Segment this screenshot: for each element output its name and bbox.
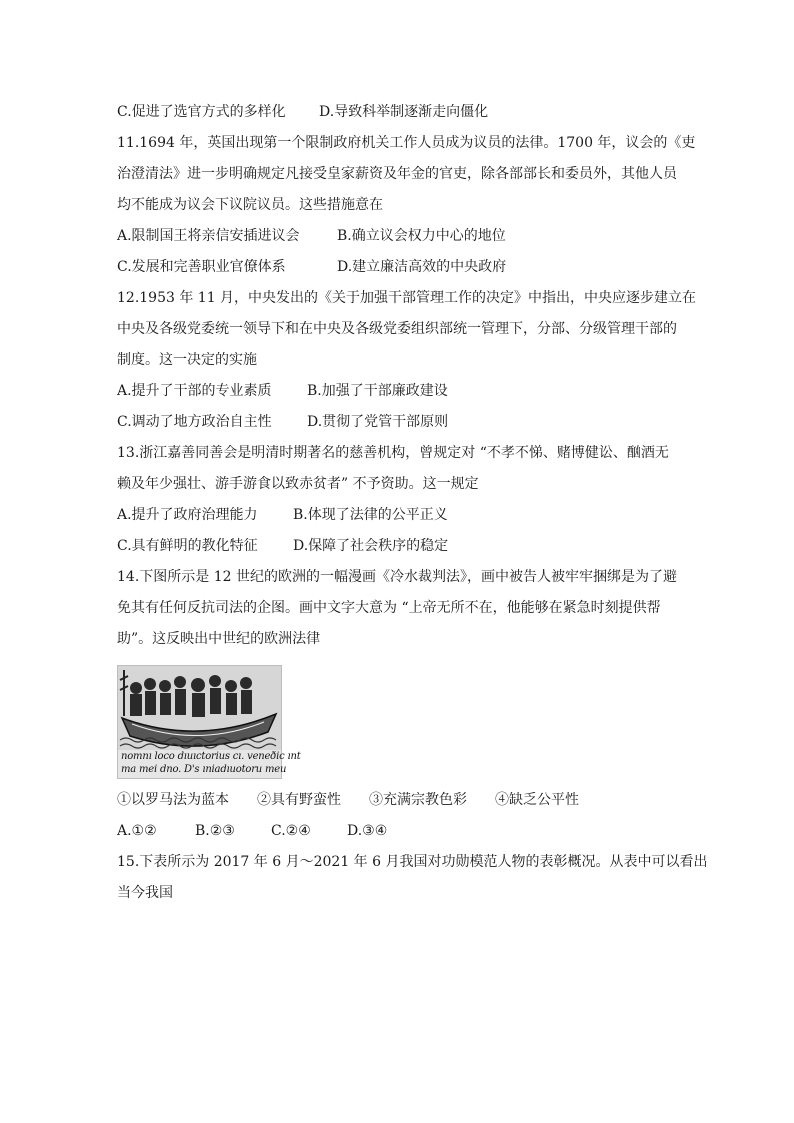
q14-option-c: C.②④ (271, 823, 311, 839)
q12-options-ab (117, 376, 677, 407)
q11-option-b: B.确立议会权力中心的地位 (337, 228, 506, 244)
illustration-caption-line2: ma mei dno. D's ıniadıuotoru meu (121, 764, 287, 775)
q14-option-a: A.①② (117, 823, 157, 839)
q12-option-b: B.加强了干部廉政建设 (307, 383, 448, 399)
q11-option-d: D.建立廉洁高效的中央政府 (337, 259, 507, 275)
q11-stem-line3: 均不能成为议会下议院议员。这些措施意在 (117, 197, 383, 213)
q13-option-b: B.体现了法律的公平正义 (293, 507, 448, 523)
q14-stem-line3: 助”。这反映出中世纪的欧洲法律 (117, 631, 321, 647)
q11-options-cd (117, 252, 677, 283)
q13-option-d: D.保障了社会秩序的稳定 (293, 538, 449, 554)
exam-page (117, 97, 708, 909)
q11-option-a: A.限制国王将亲信安插进议会 (117, 228, 300, 244)
q14-stem-line2: 免其有任何反抗司法的企图。画中文字大意为 “上帝无所不在，他能够在紧急时刻提供帮 (117, 600, 661, 616)
q15-stem-line1: 15.下表所示为 2017 年 6 月～2021 年 6 月我国对功勋模范人物的表彰概况。从表中可以看出 (117, 854, 708, 870)
q12-option-a: A.提升了干部的专业素质 (117, 383, 272, 399)
q13-options-cd (117, 531, 677, 562)
q14-stem-line1: 14.下图所示是 12 世纪的欧洲的一幅漫画《冷水裁判法》，画中被告人被牢牢捆绑是为了避 (117, 569, 677, 585)
q12-option-c: C.调动了地方政治自主性 (117, 414, 272, 430)
q12-options-cd (117, 407, 677, 438)
q12-stem-line3: 制度。这一决定的实施 (117, 352, 257, 368)
illustration-caption-line1: nomnı loco dıuıctorius cı. veneðic ınt (121, 751, 301, 762)
q12-stem-line2: 中央及各级党委统一领导下和在中央及各级党委组织部统一管理下，分部、分级管理干部的 (117, 321, 677, 337)
q10-option-d: D.导致科举制逐渐走向僵化 (319, 104, 489, 120)
q14-options (117, 816, 677, 847)
q13-stem-line1: 13.浙江嘉善同善会是明清时期著名的慈善机构，曾规定对 “不孝不悌、赌博健讼、酗酒无 (117, 445, 669, 461)
q11-options-ab (117, 221, 677, 252)
q10-options (117, 97, 677, 128)
q14-numbered-items: ①以罗马法为蓝本 ②具有野蛮性 ③充满宗教色彩 ④缺乏公平性 (117, 792, 579, 808)
q13-option-a: A.提升了政府治理能力 (117, 507, 258, 523)
q15-stem-line2: 当今我国 (117, 885, 173, 901)
q12-stem-line1: 12.1953 年 11 月，中央发出的《关于加强干部管理工作的决定》中指出，中央应逐步建立在 (117, 290, 697, 306)
q11-option-c: C.发展和完善职业官僚体系 (117, 259, 286, 275)
q12-option-d: D.贯彻了党管干部原则 (307, 414, 449, 430)
q13-option-c: C.具有鲜明的教化特征 (117, 538, 258, 554)
q14-option-b: B.②③ (195, 823, 235, 839)
water-ordeal-illustration (117, 665, 301, 779)
q13-options-ab (117, 500, 677, 531)
q14-option-d: D.③④ (347, 823, 388, 839)
q13-stem-line2: 赖及年少强壮、游手游食以致赤贫者” 不予资助。这一规定 (117, 476, 479, 492)
q11-stem-line2: 治澄清法》进一步明确规定凡接受皇家薪资及年金的官吏，除各部部长和委员外，其他人员 (117, 166, 677, 182)
q10-option-c: C.促进了选官方式的多样化 (117, 104, 286, 120)
q11-stem-line1: 11.1694 年，英国出现第一个限制政府机关工作人员成为议员的法律。1700 年，议会的《吏 (117, 135, 696, 151)
